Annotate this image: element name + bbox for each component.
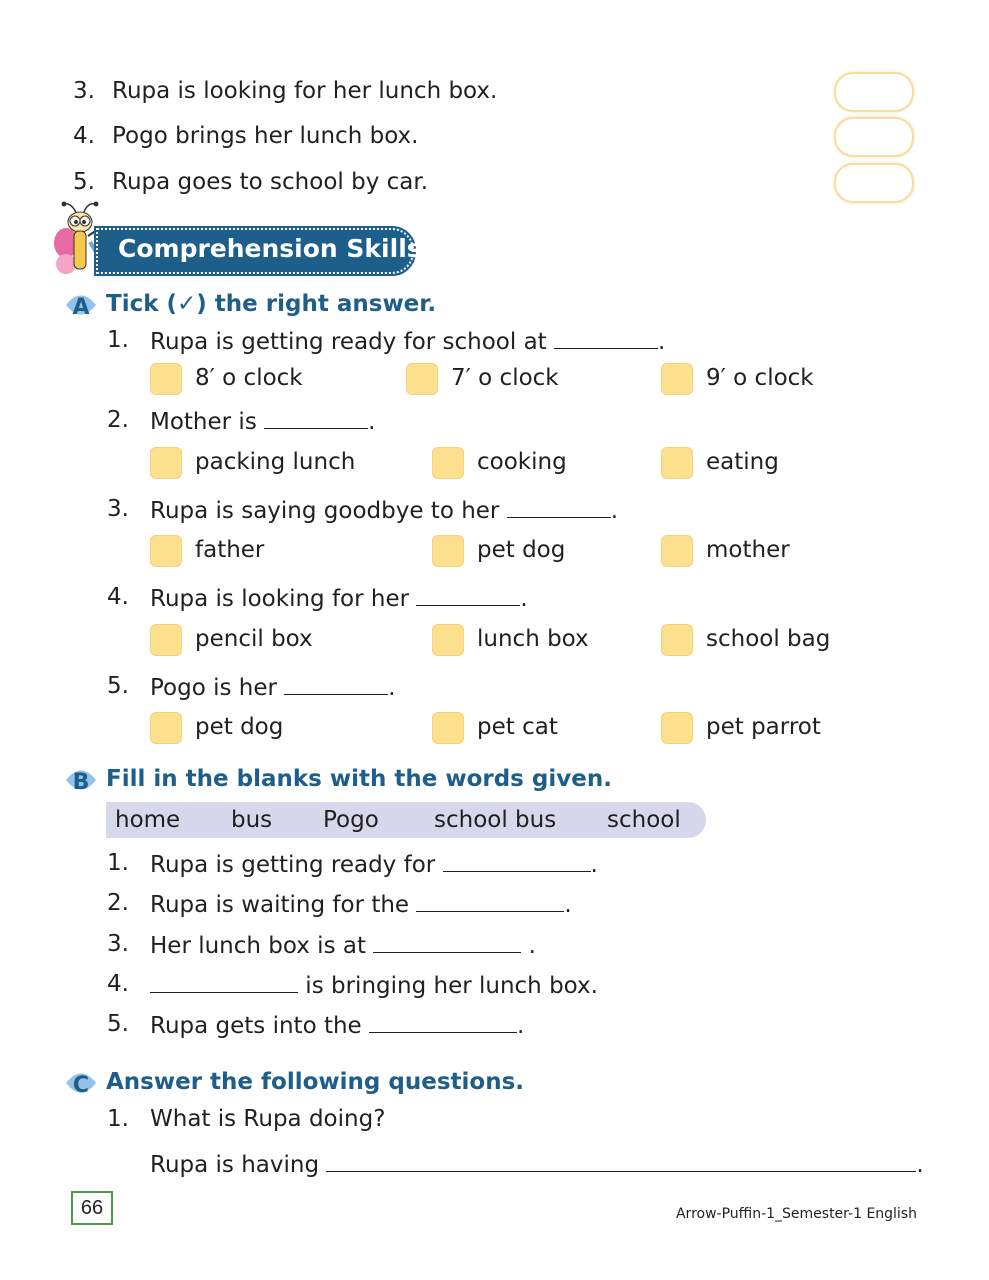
item-number: 5. [107,1011,129,1037]
question-number: 4. [107,584,129,610]
section-a-icon [64,290,98,320]
page-number: 66 [71,1191,113,1225]
svg-text:B: B [72,770,90,795]
section-c-title: Answer the following questions. [106,1069,524,1095]
banner-title: Comprehension Skills [118,234,422,263]
svg-text:A: A [72,295,90,320]
question-text: What is Rupa doing? [150,1106,386,1132]
item-number: 4. [107,971,129,997]
section-a-title: Tick (✓) the right answer. [106,291,437,317]
checkbox[interactable] [150,712,182,744]
checkbox[interactable] [661,363,693,395]
checkbox[interactable] [432,712,464,744]
checkbox[interactable] [661,535,693,567]
question-text: Pogo is her . [150,672,396,702]
fill-blank-sentence: Her lunch box is at . [150,930,536,960]
fill-blank-sentence: Rupa is waiting for the . [150,889,572,919]
section-c-icon [64,1068,98,1098]
checkbox[interactable] [150,624,182,656]
fill-blank-sentence: is bringing her lunch box. [150,970,598,1000]
section-b-icon [64,765,98,795]
item-number: 1. [107,850,129,876]
checkbox[interactable] [150,363,182,395]
book-title: Arrow-Puffin-1_Semester-1 English [675,1206,917,1222]
checkbox[interactable] [150,447,182,479]
question-text: Rupa is looking for her . [150,583,528,613]
checkbox[interactable] [661,447,693,479]
word-bank-item: school [607,807,681,833]
svg-text:C: C [72,1073,90,1098]
question-text: Rupa is getting ready for school at . [150,326,665,356]
question-number: 2. [107,407,129,433]
question-number: 1. [107,1106,129,1132]
list-number: 5. [73,169,95,195]
item-number: 2. [107,890,129,916]
checkbox[interactable] [661,624,693,656]
question-text: Rupa is saying goodbye to her . [150,495,618,525]
fill-blank-sentence: Rupa gets into the . [150,1010,524,1040]
question-number: 1. [107,327,129,353]
checkbox[interactable] [432,535,464,567]
word-bank-item: school bus [434,807,557,833]
item-number: 3. [107,931,129,957]
list-item: Rupa goes to school by car. [112,169,429,195]
question-number: 5. [107,673,129,699]
list-item: Rupa is looking for her lunch box. [112,78,498,104]
word-bank-item: Pogo [323,807,379,833]
answer-box[interactable] [834,163,914,203]
word-bank-item: bus [231,807,273,833]
word-bank-item: home [115,807,181,833]
checkbox[interactable] [432,624,464,656]
question-text: Mother is . [150,406,375,436]
list-item: Pogo brings her lunch box. [112,123,419,149]
answer-box[interactable] [834,72,914,112]
fill-blank-sentence: Rupa is getting ready for . [150,849,598,879]
answer-box[interactable] [834,117,914,157]
checkbox[interactable] [406,363,438,395]
checkbox[interactable] [150,535,182,567]
question-number: 3. [107,496,129,522]
checkbox[interactable] [661,712,693,744]
list-number: 4. [73,123,95,149]
checkbox[interactable] [432,447,464,479]
section-b-title: Fill in the blanks with the words given. [106,766,612,792]
list-number: 3. [73,78,95,104]
answer-line[interactable]: Rupa is having . [150,1149,924,1179]
